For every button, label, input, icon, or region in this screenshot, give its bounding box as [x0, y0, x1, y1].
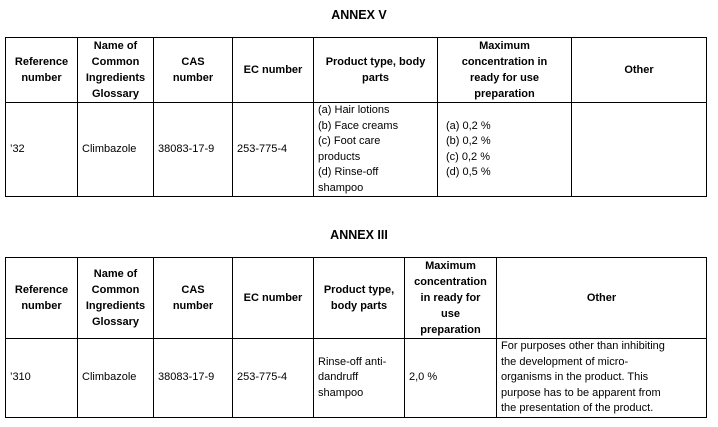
- annex-v-table: [5, 37, 707, 197]
- cell-other: [572, 103, 707, 197]
- annex-v-title: ANNEX V: [331, 8, 387, 22]
- cell-max-concentration: (a) 0,2 % (b) 0,2 % (c) 0,2 % (d) 0,5 %: [438, 103, 572, 197]
- header-max-concentration: Maximum concentration in ready for use preparation: [405, 258, 497, 339]
- header-other: Other: [497, 258, 707, 339]
- header-product-type: Product type, body parts: [314, 38, 438, 103]
- cell-ingredient-name: Climbazole: [78, 103, 154, 197]
- cell-reference-number: ’32: [6, 103, 78, 197]
- header-reference-number: Reference number: [6, 38, 78, 103]
- header-cas-number: CAS number: [154, 258, 233, 339]
- table-header-row: [6, 258, 707, 339]
- header-product-type: Product type, body parts: [314, 258, 405, 339]
- cell-ec-number: 253-775-4: [233, 103, 314, 197]
- cell-product-type: (a) Hair lotions (b) Face creams (c) Foot care products (d) Rinse-off shampoo: [314, 103, 438, 197]
- header-ec-number: EC number: [233, 258, 314, 339]
- annex-iii-title: ANNEX III: [330, 228, 388, 242]
- header-ec-number: EC number: [233, 38, 314, 103]
- header-cas-number: CAS number: [154, 38, 233, 103]
- cell-ingredient-name: Climbazole: [78, 339, 154, 418]
- cell-cas-number: 38083-17-9: [154, 103, 233, 197]
- table-row: [6, 339, 707, 418]
- header-other: Other: [572, 38, 707, 103]
- cell-other: For purposes other than inhibiting the development of micro- organisms in the product. This purpose has to be apparent from the presentation of the product.: [497, 339, 707, 418]
- header-max-concentration: Maximum concentration in ready for use preparation: [438, 38, 572, 103]
- cell-max-concentration: 2,0 %: [405, 339, 497, 418]
- cell-ec-number: 253-775-4: [233, 339, 314, 418]
- cell-product-type: Rinse-off anti- dandruff shampoo: [314, 339, 405, 418]
- annex-iii-table: [5, 257, 707, 418]
- table-header-row: [6, 38, 707, 103]
- header-ingredient-name: Name of Common Ingredients Glossary: [78, 258, 154, 339]
- table-row: [6, 103, 707, 197]
- header-reference-number: Reference number: [6, 258, 78, 339]
- cell-cas-number: 38083-17-9: [154, 339, 233, 418]
- header-ingredient-name: Name of Common Ingredients Glossary: [78, 38, 154, 103]
- cell-reference-number: ’310: [6, 339, 78, 418]
